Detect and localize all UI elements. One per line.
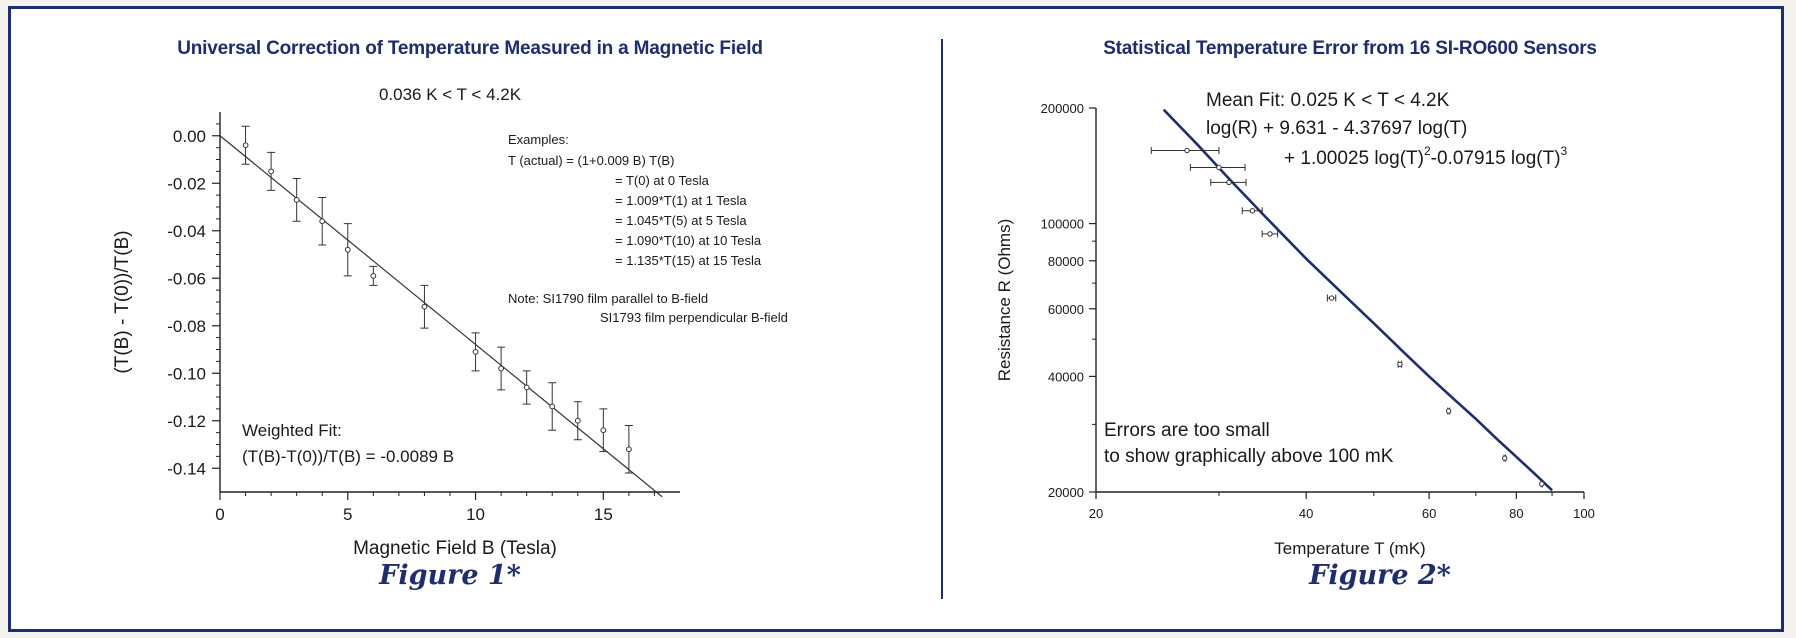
chart-1-subtitle: 0.036 K < T < 4.2K	[378, 85, 522, 104]
figure-1-caption: Figure 1*	[379, 560, 521, 591]
chart-1-y-tick-label: 0.00	[172, 126, 206, 146]
figure-1-chart	[0, 0, 930, 600]
chart-2-x-axis-label: Temperature T (mK)	[1274, 539, 1426, 558]
chart-2-x-tick-label: 20	[1088, 506, 1104, 521]
chart-1-y-tick-label: -0.04	[167, 221, 206, 241]
chart-2-fit-line-2	[1284, 144, 1568, 169]
chart-1-y-tick-label: -0.12	[167, 411, 206, 431]
chart-2-x-tick-label: 60	[1421, 506, 1437, 521]
chart-1-example-line: T (actual) = (1+0.009 B) T(B)	[508, 153, 675, 168]
chart-2-fit-title: Mean Fit: 0.025 K < T < 4.2K	[1206, 90, 1450, 111]
chart-2-data-point	[1217, 165, 1221, 169]
chart-2-y-axis-label: Resistance R (Ohms)	[995, 218, 1014, 382]
chart-2-superscript: 3	[1560, 144, 1568, 158]
chart-1-example-line: = 1.135*T(15) at 15 Tesla	[615, 253, 762, 268]
chart-1-examples-title: Examples:	[508, 132, 569, 147]
chart-2-data-point	[1185, 148, 1189, 152]
chart-1-y-tick-label: -0.14	[167, 459, 206, 479]
chart-2-y-tick-label: 80000	[1047, 253, 1084, 269]
chart-1-data-point	[575, 418, 580, 423]
chart-2-fit-term: + 1.00025 log(T)	[1284, 148, 1424, 169]
figure-2-caption: Figure 2*	[1309, 560, 1451, 591]
chart-2-data-point	[1250, 209, 1254, 213]
chart-1-data-point	[269, 169, 274, 174]
chart-2-fit-term: -0.07915 log(T)	[1430, 148, 1561, 169]
chart-1-x-tick-label: 0	[215, 505, 225, 524]
chart-2-y-tick-label: 100000	[1040, 216, 1084, 232]
chart-1-y-tick-label: -0.06	[167, 269, 206, 289]
chart-1-data-point	[345, 247, 350, 252]
chart-1-example-line: = 1.009*T(1) at 1 Tesla	[615, 193, 747, 208]
figure-2-chart	[930, 0, 1790, 600]
chart-1-x-tick-label: 15	[593, 505, 613, 524]
chart-1-x-axis-label: Magnetic Field B (Tesla)	[353, 538, 557, 559]
chart-1-x-tick-label: 10	[466, 505, 486, 524]
chart-2-data-point	[1268, 232, 1272, 236]
chart-2-y-tick-label: 200000	[1040, 101, 1084, 116]
chart-1-y-tick-label: -0.10	[167, 364, 206, 384]
chart-1-data-point	[626, 447, 631, 452]
chart-1-fit-label: Weighted Fit:	[242, 421, 342, 440]
chart-1-y-tick-label: -0.02	[167, 174, 206, 194]
chart-1-data-point	[243, 143, 248, 148]
chart-2-data-point	[1503, 456, 1507, 460]
chart-1-data-point	[371, 273, 376, 278]
chart-2-x-tick-label: 40	[1298, 506, 1314, 521]
chart-1-data-point	[294, 197, 299, 202]
chart-1-data-point	[499, 366, 504, 371]
chart-2-note-line: to show graphically above 100 mK	[1104, 446, 1394, 467]
chart-2-data-point	[1329, 296, 1333, 300]
chart-1-fit-line	[220, 136, 662, 497]
chart-1-note-line: SI1793 film perpendicular B-field	[600, 310, 788, 325]
chart-1-example-line: = 1.045*T(5) at 5 Tesla	[615, 213, 747, 228]
chart-1-y-tick-label: -0.08	[167, 316, 206, 336]
chart-2-data-point	[1227, 180, 1231, 184]
chart-1-x-tick-label: 5	[343, 505, 353, 524]
chart-2-y-tick-label: 20000	[1047, 485, 1084, 500]
chart-1-data-point	[422, 304, 427, 309]
chart-2-data-point	[1446, 409, 1450, 413]
chart-1-data-point	[320, 219, 325, 224]
chart-1-data-point	[473, 349, 478, 354]
chart-1-example-line: = 1.090*T(10) at 10 Tesla	[615, 233, 762, 248]
chart-1-data-point	[601, 428, 606, 433]
chart-2-y-tick-label: 60000	[1047, 301, 1084, 317]
chart-1-example-line: = T(0) at 0 Tesla	[615, 173, 709, 188]
chart-2-data-point	[1540, 482, 1544, 486]
figure-1-title: Universal Correction of Temperature Measured in a Magnetic Field	[177, 38, 763, 59]
chart-2-data-point	[1398, 362, 1402, 366]
chart-1-note-line: Note: SI1790 film parallel to B-field	[508, 291, 709, 306]
chart-2-y-tick-label: 40000	[1047, 369, 1084, 385]
chart-1-fit-equation: (T(B)-T(0))/T(B) = -0.0089 B	[242, 447, 455, 466]
chart-2-x-tick-label: 80	[1509, 506, 1524, 521]
chart-1-y-axis-label: (T(B) - T(0))/T(B)	[112, 230, 133, 374]
chart-2-fit-line: log(R) + 9.631 - 4.37697 log(T)	[1206, 118, 1468, 139]
chart-2-superscript: 2	[1423, 144, 1431, 158]
figure-2-title: Statistical Temperature Error from 16 SI-RO600 Sensors	[1103, 38, 1597, 59]
chart-1-data-point	[524, 385, 529, 390]
chart-2-x-tick-label: 100	[1573, 506, 1595, 521]
chart-1-data-point	[550, 404, 555, 409]
chart-2-note-line: Errors are too small	[1104, 420, 1270, 441]
